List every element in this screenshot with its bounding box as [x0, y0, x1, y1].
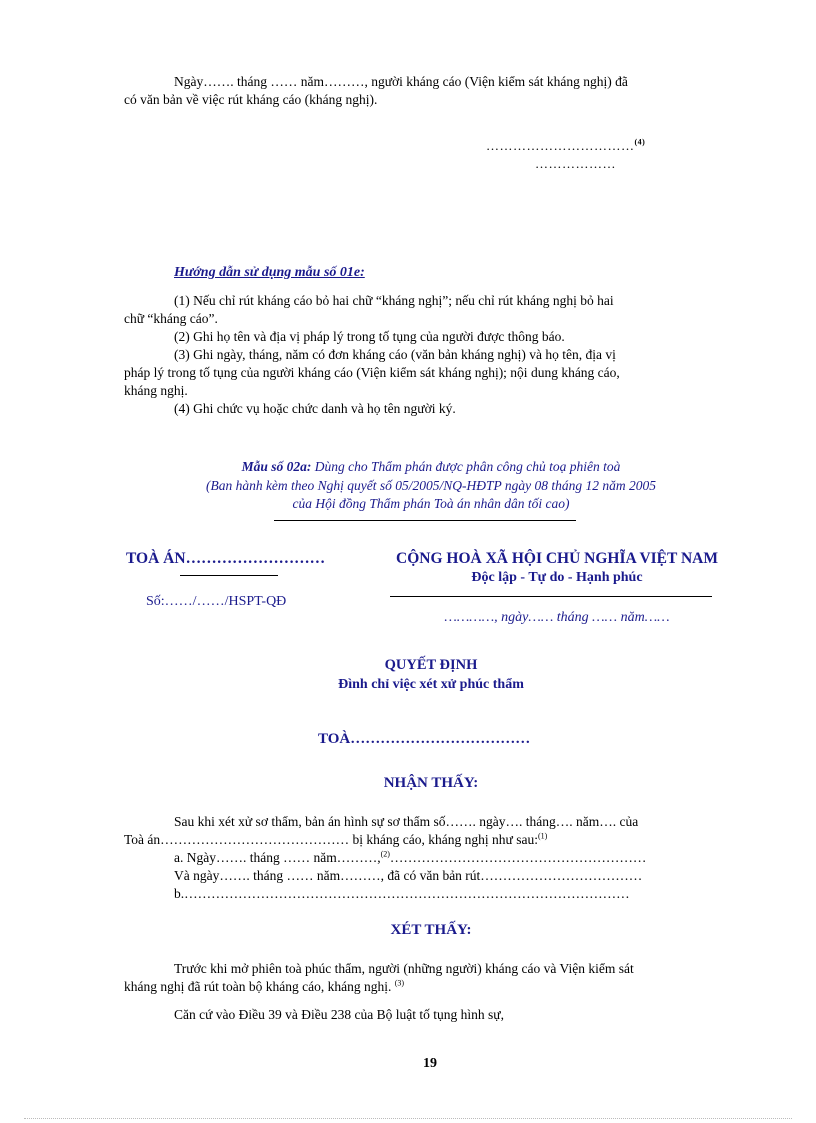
paragraph-line: có văn bản về việc rút kháng cáo (kháng nghị). [124, 92, 378, 107]
signature-name-line: ……………… [535, 156, 616, 171]
note-line: pháp lý trong tố tụng của người kháng cáo (Viện kiểm sát kháng nghị); nội dung kháng cáo, [124, 365, 620, 380]
republic-title: CỘNG HOÀ XÃ HỘI CHỦ NGHĨA VIỆT NAM [396, 550, 718, 567]
guide-note-2: (2) Ghi họ tên và địa vị pháp lý trong tố tụng của người được thông báo. [174, 329, 565, 344]
court-line: TOÀ……………………………… [318, 731, 531, 747]
form-label: Mẫu số 02a: [241, 459, 312, 474]
footnote-ref: (4) [634, 137, 646, 147]
form-issued-line-1: (Ban hành kèm theo Nghị quyết số 05/2005/NQ-HĐTP ngày 08 tháng 12 năm 2005 [205, 478, 657, 493]
note-line: (3) Ghi ngày, tháng, năm có đơn kháng cáo (văn bản kháng nghị) và họ tên, địa vị [174, 347, 616, 362]
section-heading-findings: NHẬN THẤY: [383, 775, 479, 791]
findings-item-b: b.……………………………………………………………………………………… [174, 886, 630, 901]
decision-title: QUYẾT ĐỊNH [384, 657, 478, 673]
findings-line: Sau khi xét xử sơ thẩm, bản án hình sự sơ thẩm số……. ngày…. tháng…. năm…. của [174, 814, 639, 829]
note-line: kháng nghị. [124, 383, 188, 398]
note-line: (1) Nếu chỉ rút kháng cáo bỏ hai chữ “kháng nghị”; nếu chỉ rút kháng nghị bỏ hai [174, 293, 614, 308]
findings-intro [124, 813, 738, 849]
guide-note-4: (4) Ghi chức vụ hoặc chức danh và họ tên người ký. [174, 401, 456, 416]
page-bottom-edge [24, 1118, 792, 1119]
considerations-line: Trước khi mở phiên toà phúc thẩm, người (những người) kháng cáo và Viện kiểm sát [174, 961, 634, 976]
item-dots: ………………………………………………… [389, 850, 647, 865]
withdrawal-paragraph [124, 73, 738, 109]
paragraph-line: Ngày……. tháng …… năm………, người kháng cáo (Viện kiểm sát kháng nghị) đã [174, 74, 628, 89]
signature-line [486, 138, 645, 154]
divider [274, 520, 576, 521]
considerations-paragraph [124, 960, 738, 996]
section-heading-considerations: XÉT THẤY: [390, 922, 472, 938]
divider [180, 575, 278, 576]
note-line: chữ “kháng cáo”. [124, 311, 218, 326]
guide-notes [124, 292, 738, 418]
footnote-ref: (2) [380, 849, 390, 859]
guide-note-1 [124, 292, 738, 328]
form-issued-line-2: của Hội đồng Thẩm phán Toà án nhân dân tối cao) [292, 496, 570, 511]
footnote-ref: (1) [537, 831, 548, 841]
guide-title: Hướng dẫn sử dụng mẫu số 01e: [174, 265, 365, 280]
findings-paragraph [124, 813, 738, 903]
considerations-text [124, 960, 738, 996]
form-identifier [124, 458, 738, 476]
decision-number: Số:……/……/HSPT-QĐ [146, 594, 287, 609]
footnote-ref: (3) [394, 978, 405, 988]
divider [390, 596, 712, 597]
legal-basis: Căn cứ vào Điều 39 và Điều 238 của Bộ luật tố tụng hình sự, [174, 1007, 504, 1022]
decision-date: …………, ngày…… tháng …… năm…… [444, 610, 670, 625]
findings-line: Toà án…………………………………… bị kháng cáo, kháng nghị như sau: [124, 832, 538, 847]
signature-dots: …………………………… [486, 138, 635, 153]
findings-item-a [124, 849, 738, 867]
form-purpose: Dùng cho Thẩm phán được phân công chủ toạ phiên toà [311, 459, 621, 474]
considerations-line: kháng nghị đã rút toàn bộ kháng cáo, kháng nghị. [124, 979, 392, 994]
guide-note-3 [124, 346, 738, 400]
findings-and: Và ngày……. tháng …… năm………, đã có văn bản rút……………………………… [174, 868, 643, 883]
item-text: a. Ngày……. tháng …… năm………, [174, 850, 381, 865]
decision-subtitle: Đình chỉ việc xét xử phúc thẩm [338, 677, 524, 692]
national-motto: Độc lập - Tự do - Hạnh phúc [471, 570, 643, 585]
court-name: TOÀ ÁN……………………… [126, 550, 326, 567]
page-number: 19 [423, 1056, 437, 1071]
